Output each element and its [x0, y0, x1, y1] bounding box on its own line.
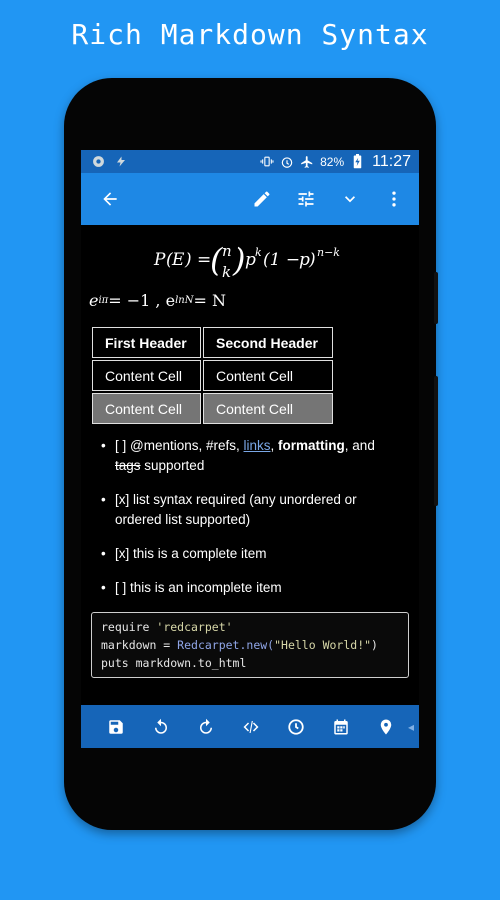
formatting-toolbar	[81, 705, 419, 748]
undo-button[interactable]	[138, 705, 183, 748]
svg-text:) =: ) =	[185, 250, 212, 270]
task-list	[115, 436, 411, 598]
battery-percent: 82%	[320, 154, 345, 169]
list-text: , and	[344, 438, 375, 453]
code-class: Redcarpet	[177, 638, 240, 652]
svg-text:): )	[309, 250, 316, 270]
battery-charging-icon	[350, 155, 364, 169]
math-formula-euler	[89, 285, 411, 315]
phone-side-button	[434, 376, 438, 506]
insert-code-button[interactable]	[228, 705, 273, 748]
table-cell: Content Cell	[203, 393, 333, 424]
expand-button[interactable]	[335, 184, 365, 214]
markdown-table	[90, 325, 335, 426]
code-block	[91, 612, 409, 678]
app-bar	[81, 173, 419, 225]
table-header-cell: Second Header	[203, 327, 333, 358]
svg-text:P: P	[154, 250, 166, 270]
insert-date-button[interactable]	[318, 705, 363, 748]
svg-text:n: n	[222, 242, 232, 260]
more-vert-icon	[384, 189, 404, 209]
svg-text:(1 −: (1 −	[263, 250, 301, 270]
links-link[interactable]: links	[243, 438, 271, 453]
app-screen	[81, 150, 419, 748]
back-button[interactable]	[95, 184, 125, 214]
list-text: [ ] @mentions, #refs,	[115, 438, 244, 453]
save-icon	[107, 718, 125, 736]
markdown-preview	[81, 225, 419, 678]
svg-text:(: (	[210, 241, 223, 279]
table-header-cell: First Header	[92, 327, 201, 358]
clock-time: 11:27	[372, 152, 411, 170]
insert-location-button[interactable]	[363, 705, 408, 748]
table-cell: Content Cell	[92, 360, 201, 391]
code-method: .new(	[239, 638, 275, 652]
redo-icon	[197, 718, 215, 736]
formula-sup: lnN	[175, 294, 194, 306]
alarm-icon	[280, 155, 294, 169]
format-settings-button[interactable]	[291, 184, 321, 214]
list-item: • [ ] this is an incomplete item	[115, 578, 399, 598]
chevron-down-icon	[340, 189, 360, 209]
headline: Rich Markdown Syntax	[71, 18, 429, 51]
redo-button[interactable]	[183, 705, 228, 748]
edit-button[interactable]	[247, 184, 277, 214]
flash-icon	[114, 155, 128, 169]
formula-part: = −1 , e	[108, 290, 176, 310]
list-text: ,	[270, 438, 279, 453]
code-keyword: require	[101, 620, 157, 634]
more-arrow-icon[interactable]: ◂	[408, 720, 415, 734]
svg-text:): )	[233, 241, 246, 279]
status-bar	[81, 150, 419, 173]
code-string: "Hello World!"	[274, 638, 372, 652]
strikethrough-text: tags	[115, 458, 141, 473]
svg-text:n−k: n−k	[317, 246, 340, 259]
tune-sliders-icon	[296, 189, 316, 209]
math-formula-binomial	[89, 235, 411, 285]
table-row	[92, 360, 333, 391]
code-line: puts markdown.to_html	[101, 656, 247, 670]
undo-icon	[152, 718, 170, 736]
svg-text:p: p	[245, 250, 256, 270]
calendar-icon	[332, 718, 350, 736]
code-line	[101, 618, 399, 636]
vibrate-icon	[260, 155, 274, 169]
bold-text: formatting	[278, 438, 345, 453]
svg-text:(: (	[166, 250, 173, 270]
sync-icon	[91, 155, 105, 169]
formula-sup: iπ	[98, 294, 109, 306]
list-item: • [x] this is a complete item	[115, 544, 399, 564]
code-icon	[242, 718, 260, 736]
edit-pencil-icon	[252, 189, 272, 209]
airplane-mode-icon	[300, 155, 314, 169]
back-arrow-icon	[100, 189, 120, 209]
code-text: markdown =	[101, 638, 178, 652]
svg-text:k: k	[222, 263, 232, 281]
save-button[interactable]	[93, 705, 138, 748]
overflow-menu-button[interactable]	[379, 184, 409, 214]
formula-part: = N	[193, 290, 226, 310]
list-item: • [x] list syntax required (any unordered or ordered list supported)	[115, 490, 399, 530]
svg-text:k: k	[255, 246, 262, 259]
location-pin-icon	[377, 718, 395, 736]
code-string: 'redcarpet'	[156, 620, 233, 634]
table-cell: Content Cell	[203, 360, 333, 391]
table-header-row	[92, 327, 333, 358]
formula-part: e	[89, 290, 99, 310]
code-text: )	[371, 638, 378, 652]
list-item	[115, 436, 399, 476]
code-line	[101, 636, 399, 654]
list-text: supported	[140, 458, 205, 473]
svg-text:E: E	[172, 250, 185, 270]
table-row	[92, 393, 333, 424]
phone-side-button	[434, 272, 438, 324]
svg-text:p: p	[299, 250, 310, 270]
clock-icon	[287, 718, 305, 736]
table-cell: Content Cell	[92, 393, 201, 424]
insert-time-button[interactable]	[273, 705, 318, 748]
formula-render	[150, 237, 350, 283]
